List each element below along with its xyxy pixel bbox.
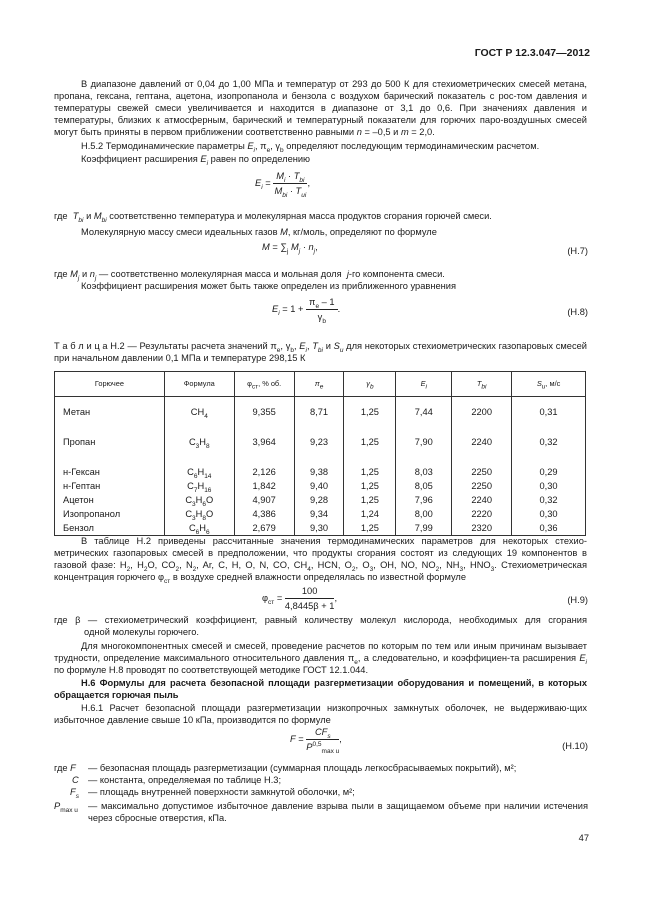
spacer-cell <box>452 419 512 427</box>
section-h6-heading: Н.6 Формулы для расчета безопасной площади разгерметизации оборудования и помещений, в которых обращается горючая пыль <box>54 678 587 700</box>
value-cell: 7,90 <box>396 435 452 449</box>
spacer-cell <box>512 419 586 427</box>
spacer-cell <box>164 449 234 457</box>
header-gamma: $\gamma_b$ <box>344 372 396 397</box>
formula-cell: $C_7H_{16}$ <box>164 479 234 493</box>
value-cell: 0,36 <box>512 521 586 536</box>
value-cell: 7,99 <box>396 521 452 536</box>
table-spacer-row <box>55 397 586 406</box>
formula-h9: $\varphi_{ст}$ = $\frac{100}{4,8445\beta + 1}$ , <box>262 586 338 611</box>
value-cell: 8,03 <box>396 465 452 479</box>
value-cell: 1,25 <box>344 405 396 419</box>
formula-cell: $C_6H_{14}$ <box>164 465 234 479</box>
fuel-name-cell: н-Гексан <box>55 465 165 479</box>
value-cell: 2320 <box>452 521 512 536</box>
equation-number-h10: (Н.10) <box>562 741 588 751</box>
value-cell: 8,05 <box>396 479 452 493</box>
spacer-cell <box>234 419 294 427</box>
fuel-name-cell: н-Гептан <box>55 479 165 493</box>
spacer-cell <box>512 449 586 457</box>
spacer-cell <box>344 449 396 457</box>
spacer-cell <box>164 397 234 406</box>
header-formula: Формула <box>164 372 234 397</box>
value-cell: 2240 <box>452 493 512 507</box>
spacer-cell <box>512 397 586 406</box>
header-su: $S_u$, м/с <box>512 372 586 397</box>
spacer-cell <box>344 419 396 427</box>
spacer-cell <box>396 419 452 427</box>
spacer-cell <box>234 397 294 406</box>
table-spacer-row <box>55 457 586 465</box>
spacer-cell <box>55 397 165 406</box>
value-cell: 2250 <box>452 465 512 479</box>
spacer-cell <box>396 427 452 435</box>
value-cell: 2240 <box>452 435 512 449</box>
value-cell: 2,126 <box>234 465 294 479</box>
spacer-cell <box>452 427 512 435</box>
spacer-cell <box>294 457 344 465</box>
value-cell: 1,25 <box>344 493 396 507</box>
spacer-cell <box>234 449 294 457</box>
definition-c: C — константа, определяемая по таблице Н.3; <box>72 775 282 785</box>
value-cell: 4,907 <box>234 493 294 507</box>
value-cell: 1,25 <box>344 435 396 449</box>
header-phi: $\varphi_{ст}$, % об. <box>234 372 294 397</box>
formula-ei: $E_i$ = $\frac{M_i \cdot T_{bi}}{M_{bi} \cdot T_{ui}}$ , <box>255 171 311 199</box>
spacer-cell <box>234 457 294 465</box>
spacer-cell <box>294 397 344 406</box>
table-row <box>55 405 586 419</box>
value-cell: 1,842 <box>234 479 294 493</box>
spacer-cell <box>512 427 586 435</box>
value-cell: 0,32 <box>512 435 586 449</box>
value-cell: 9,23 <box>294 435 344 449</box>
table-spacer-row <box>55 419 586 427</box>
fuel-name-cell: Пропан <box>55 435 165 449</box>
value-cell: 1,25 <box>344 521 396 536</box>
definitions-list <box>54 762 588 826</box>
value-cell: 0,30 <box>512 479 586 493</box>
section-h61: Н.6.1 Расчет безопасной площади разгерметизации низкопрочных замкнутых оболочек, не выдерживаю-щих избыточное давление свыше 10 кПа, производится по формуле <box>54 703 587 725</box>
definition-pmax: $P_{max u}$ — максимально допустимое избыточное давление взрыва пыли в защищаемом объеме при наличии истечения через сбросные отверстия, кПа. <box>54 801 588 823</box>
value-cell: 2250 <box>452 479 512 493</box>
value-cell: 4,386 <box>234 507 294 521</box>
formula-cell: $C_6H_6$ <box>164 521 234 536</box>
spacer-cell <box>396 397 452 406</box>
table-row <box>55 521 586 536</box>
spacer-cell <box>396 457 452 465</box>
table-row <box>55 493 586 507</box>
value-cell: 9,30 <box>294 521 344 536</box>
value-cell: 0,31 <box>512 405 586 419</box>
coef-definition: Коэффициент расширения $E_i$ равен по определению <box>81 154 311 167</box>
spacer-cell <box>164 427 234 435</box>
where-tbi-mbi: где $T_{bi}$ и $M_{bi}$ соответственно температура и молекулярная масса продуктов сгорания горючей смеси. <box>54 211 492 224</box>
header-pi: $\pi_e$ <box>294 372 344 397</box>
spacer-cell <box>164 457 234 465</box>
definition-f: где F — безопасная площадь разгерметизации (суммарная площадь легкосбрасываемых покрытий), м²; <box>54 763 517 773</box>
header-ei: $E_i$ <box>396 372 452 397</box>
fuel-name-cell: Ацетон <box>55 493 165 507</box>
coef-approx: Коэффициент расширения может быть также определен из приближенного уравнения <box>81 281 457 291</box>
results-table <box>54 371 586 536</box>
spacer-cell <box>344 457 396 465</box>
table-spacer-row <box>55 427 586 435</box>
equation-number-h8: (Н.8) <box>567 307 588 317</box>
paragraph-pressure-range: В диапазоне давлений от 0,04 до 1,00 МПа и температур от 293 до 500 К для стехиометрических смесей метана, пропана, гексана, гептана, ацетона, изопропанола и бензола с воздухом барический показатель с рос-том давления и температуры свежей смеси увеличивается и находится в диапазоне от 3,1 до 0,6. При значениях давления и температуры, близких к атмосферным, барический и температурный показатели для горючих паро-воздушных смесей могут быть приняты в первом приближении соответственно равными n = –0,5 и m = 2,0. <box>54 79 587 137</box>
value-cell: 9,34 <box>294 507 344 521</box>
value-cell: 1,25 <box>344 465 396 479</box>
value-cell: 1,25 <box>344 479 396 493</box>
fuel-name-cell: Изопропанол <box>55 507 165 521</box>
spacer-cell <box>452 457 512 465</box>
value-cell: 2220 <box>452 507 512 521</box>
spacer-cell <box>294 449 344 457</box>
page-number: 47 <box>578 833 589 843</box>
table-row <box>55 465 586 479</box>
spacer-cell <box>512 457 586 465</box>
spacer-cell <box>164 419 234 427</box>
table-spacer-row <box>55 449 586 457</box>
value-cell: 8,00 <box>396 507 452 521</box>
spacer-cell <box>344 427 396 435</box>
value-cell: 9,38 <box>294 465 344 479</box>
formula-cell: $C_3H_8$ <box>164 435 234 449</box>
header-tbi: $T_{bi}$ <box>452 372 512 397</box>
spacer-cell <box>55 419 165 427</box>
spacer-cell <box>55 449 165 457</box>
spacer-cell <box>294 427 344 435</box>
table-row <box>55 479 586 493</box>
formula-h8: $E_i = 1$ + $\frac{\pi_e - 1}{\gamma_b}$ . <box>272 297 341 325</box>
spacer-cell <box>294 419 344 427</box>
formula-h7: $M = \sum_j$ $M_j \cdot n_j$, <box>262 242 318 255</box>
fuel-name-cell: Бензол <box>55 521 165 536</box>
value-cell: 7,44 <box>396 405 452 419</box>
table-row <box>55 435 586 449</box>
value-cell: 2200 <box>452 405 512 419</box>
value-cell: 9,40 <box>294 479 344 493</box>
document-header: ГОСТ Р 12.3.047—2012 <box>474 47 590 59</box>
value-cell: 8,71 <box>294 405 344 419</box>
where-mj-nj: где $M_j$ и $n_j$ — соответственно молекулярная масса и мольная доля j-го компонента смеси. <box>54 269 445 282</box>
equation-number-h9: (Н.9) <box>567 595 588 605</box>
value-cell: 2,679 <box>234 521 294 536</box>
table-caption: Т а б л и ц а Н.2 — Результаты расчета значений $\pi_e$, $\gamma_b$, $E_i$, $T_{bi}$ и $S_u$ для некоторых стехиометрических газопаровых смесей при начальном давлении 0,1 МПа и температуре 298,15 К <box>54 341 587 363</box>
spacer-cell <box>452 397 512 406</box>
molar-mass-intro: Молекулярную массу смеси идеальных газов M, кг/моль, определяют по формуле <box>81 227 437 237</box>
value-cell: 1,24 <box>344 507 396 521</box>
table-row <box>55 507 586 521</box>
spacer-cell <box>55 427 165 435</box>
paragraph-multicomponent: Для многокомпонентных смесей и смесей, проведение расчетов по которым по тем или иным причинам вызывает трудности, определение максимального относительного давления $\pi_e$, а следовательно, и коэффициен-та расширения $E_i$ по формуле Н.8 проводят по соответствующей методике ГОСТ 12.1.044. <box>54 641 587 675</box>
value-cell: 0,32 <box>512 493 586 507</box>
formula-cell: $CH_4$ <box>164 405 234 419</box>
value-cell: 0,30 <box>512 507 586 521</box>
table-header-row <box>55 372 586 397</box>
section-h52: Н.5.2 Термодинамические параметры $E_i$, $\pi_e$, $\gamma_b$ определяют последующим термодинамическим расчетом. <box>81 141 540 154</box>
fuel-name-cell: Метан <box>55 405 165 419</box>
value-cell: 3,964 <box>234 435 294 449</box>
value-cell: 9,355 <box>234 405 294 419</box>
value-cell: 7,96 <box>396 493 452 507</box>
spacer-cell <box>344 397 396 406</box>
formula-h10: F = $\frac{CF_s}{P^{0,5}_{max u}}$ , <box>290 727 342 755</box>
spacer-cell <box>396 449 452 457</box>
spacer-cell <box>452 449 512 457</box>
formula-cell: $C_3H_6O$ <box>164 493 234 507</box>
value-cell: 9,28 <box>294 493 344 507</box>
value-cell: 0,29 <box>512 465 586 479</box>
where-beta: где β — стехиометрический коэффициент, равный количеству молекул кислорода, необходимых для сгорания одной молекулы горючего. <box>54 615 587 637</box>
spacer-cell <box>55 457 165 465</box>
paragraph-table-explanation: В таблице Н.2 приведены рассчитанные значения термодинамических параметров для некоторых стехио-метрических газопаровых смесей в предположении, что продукты сгорания состоят из следующих 19 компонентов в газовой фазе: $H_2$, $H_2O$, $CO_2$, $N_2$, Ar, C, H, O, N, CO, $CH_4$, HCN, $O_2$, $O_3$, OH, NO, $NO_2$, $NH_3$, $HNO_3$. Стехиометрическая концентрация горючего $\varphi_{ст}$ в воздухе средней влажности определялась по известной формуле <box>54 536 587 585</box>
equation-number-h7: (Н.7) <box>567 246 588 256</box>
header-fuel: Горючее <box>55 372 165 397</box>
formula-cell: $C_3H_8O$ <box>164 507 234 521</box>
spacer-cell <box>234 427 294 435</box>
definition-fs: $F_s$ — площадь внутренней поверхности замкнутой оболочки, м²; <box>70 787 355 800</box>
